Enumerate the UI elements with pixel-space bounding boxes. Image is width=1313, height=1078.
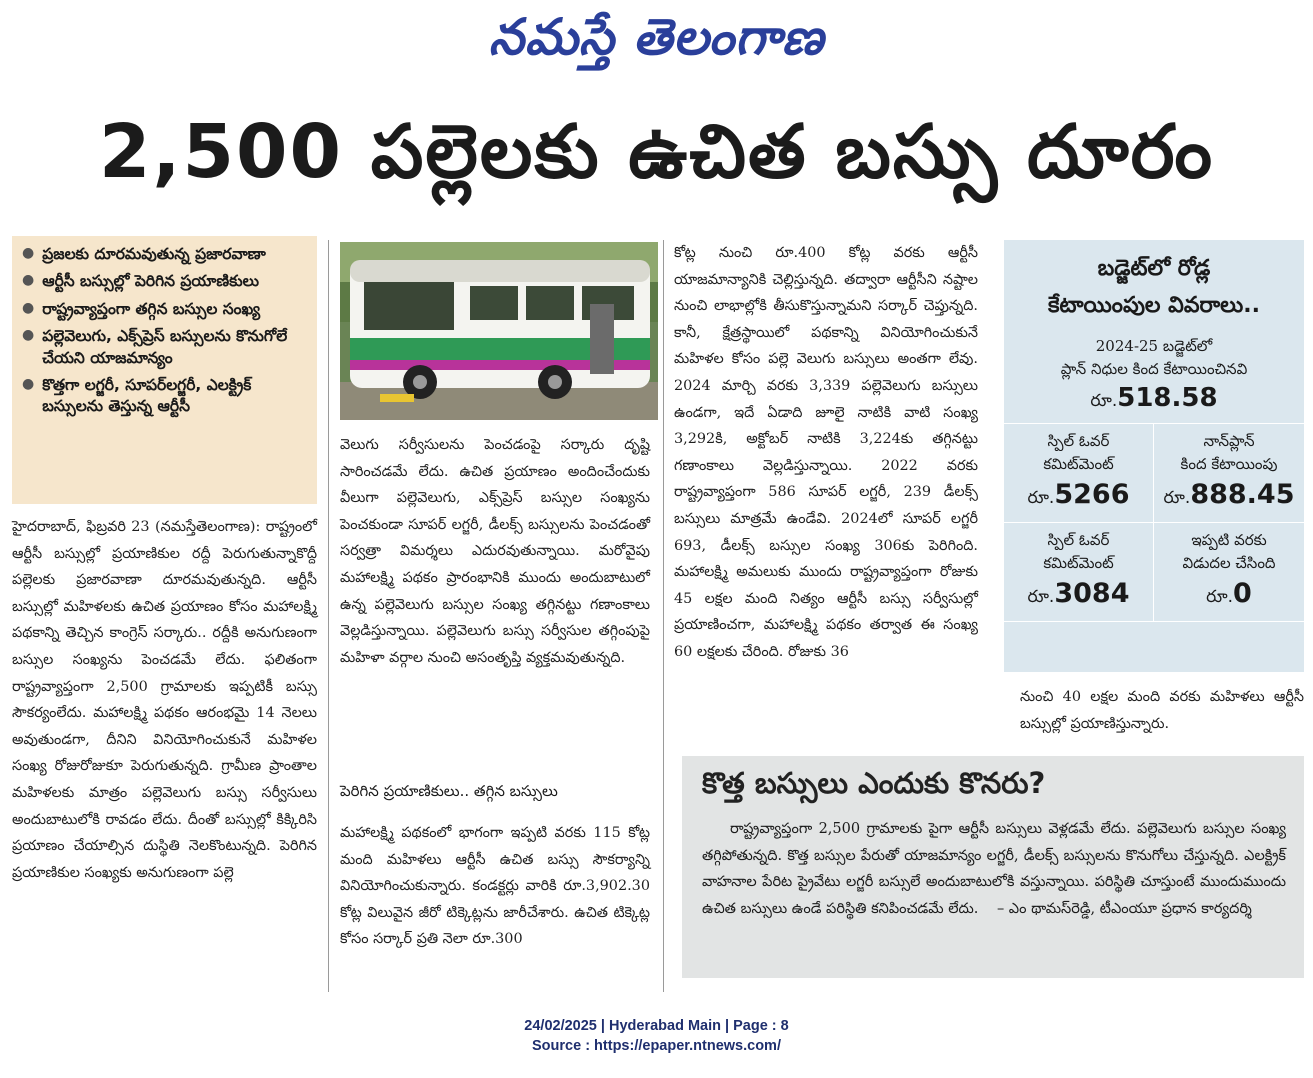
article-column-1 [12, 514, 317, 886]
article-paragraph: మహాలక్ష్మి పథకంలో భాగంగా ఇప్పటి వరకు 115 కోట్ల మంది మహిళలు ఆర్టీసీ ఉచిత బస్సు సౌకర్యాన్ని వినియోగించుకున్నారు. కండక్టర్లు వారికి రూ.3,902.30 కోట్ల విలువైన జీరో టిక్కెట్లను జారీచేశారు. ఉచిత టిక్కెట్ల కోసం సర్కార్ ప్రతి నెలా రూ.300 [340, 825, 650, 948]
budget-title-line: బడ్జెట్‌లో రోడ్ల [1097, 256, 1211, 281]
highlight-item [22, 375, 311, 418]
amount-value: 5266 [1054, 479, 1130, 511]
quote-attribution: – ఎం థామస్‌రెడ్డి, టీఎంయూ ప్రధాన కార్యదర్శి [996, 900, 1252, 917]
bullet-icon: ● [22, 327, 35, 344]
highlight-text: ఆర్టీసీ బస్సుల్లో పెరిగిన ప్రయాణికులు [42, 272, 259, 291]
highlights-box [12, 236, 317, 504]
bullet-icon: ● [22, 299, 35, 316]
bullet-icon: ● [22, 245, 35, 261]
cell-label: విడుదల చేసింది [1182, 553, 1276, 572]
article-paragraph: వెలుగు సర్వీసులను పెంచడంపై సర్కారు దృష్టి సారించడమే లేదు. ఉచిత ప్రయాణం అందించేందుకు వీలుగా పల్లెవెలుగు, ఎక్స్‌ప్రెస్ బస్సుల సంఖ్యను పెంచకుండా సూపర్ లగ్జరీ, డీలక్స్ బస్సులను పెంచడంతో సర్వత్రా విమర్శలు ఎదురవుతున్నాయి. మరోవైపు మహాలక్ష్మి పథకం ప్రారంభానికి ముందు అందుబాటులో ఉన్న పల్లెవెలుగు బస్సుల సంఖ్య తగ్గినట్టు గణాంకాలు వెల్లడిస్తున్నాయి. పల్లెవెలుగు బస్సు సర్వీసుల తగ్గింపుపై మహిళా వర్గాల నుంచి అసంతృప్తి వ్యక్తమవుతున్నది. [340, 437, 650, 666]
highlight-text: కొత్తగా లగ్జరీ, సూపర్‌లగ్జరీ, ఎలక్ట్రిక్ బస్సులను తెస్తున్న ఆర్టీసీ [42, 375, 252, 416]
budget-main-amount [1004, 383, 1304, 415]
cell-amount [1008, 578, 1149, 611]
cell-amount [1158, 578, 1300, 611]
amount-value: 3084 [1054, 578, 1130, 610]
headline: 2,500 పల్లెలకు ఉచిత బస్సు దూరం [98, 109, 1215, 195]
edition-info: 24/02/2025 | Hyderabad Main | Page : 8 [524, 1018, 789, 1034]
budget-title [1004, 240, 1304, 325]
bus-photo [340, 242, 658, 420]
column-divider [663, 240, 664, 992]
bullet-icon: ● [22, 375, 35, 392]
article-column-2-continued [340, 820, 650, 953]
amount-value: 888.45 [1190, 479, 1295, 511]
cell-label: కమిట్‌మెంట్ [1043, 553, 1114, 572]
article-paragraph: నుంచి 40 లక్షల మంది వరకు మహిళలు ఆర్టీసీ బస్సుల్లో ప్రయాణిస్తున్నారు. [1020, 689, 1304, 732]
cell-amount [1158, 479, 1300, 512]
highlight-item [22, 299, 311, 320]
budget-subtitle-line: 2024-25 బడ్జెట్‌లో [1095, 336, 1213, 355]
quote-box [682, 756, 1304, 978]
budget-cell [1004, 523, 1154, 622]
budget-subtitle-line: ప్లాన్ నిధుల కింద కేటాయించినవి [1060, 360, 1248, 379]
highlight-item [22, 271, 311, 292]
currency-prefix: రూ. [1163, 488, 1191, 509]
highlight-item [22, 244, 311, 265]
budget-cell [1004, 424, 1154, 523]
currency-prefix: రూ. [1206, 587, 1234, 608]
quote-body [702, 816, 1286, 922]
budget-cell [1154, 424, 1304, 523]
article-column-2 [340, 432, 650, 671]
bullet-icon: ● [22, 272, 35, 289]
cell-label: కమిట్‌మెంట్ [1043, 454, 1114, 473]
highlight-text: రాష్ట్రవ్యాప్తంగా తగ్గిన బస్సుల సంఖ్య [42, 299, 261, 318]
column-divider [328, 240, 329, 992]
quote-title: కొత్త బస్సులు ఎందుకు కొనరు? [702, 766, 1046, 800]
article-subheading: పెరిగిన ప్రయాణికులు.. తగ్గిన బస్సులు [340, 782, 558, 800]
cell-label: కింద కేటాయింపు [1180, 454, 1278, 473]
budget-grid [1004, 423, 1304, 622]
budget-cell [1154, 523, 1304, 622]
amount-value: 0 [1233, 578, 1252, 610]
currency-prefix: రూ. [1090, 391, 1118, 412]
cell-label: స్పిల్ ఓవర్ [1047, 432, 1110, 451]
article-paragraph: హైదరాబాద్, ఫిబ్రవరి 23 (నమస్తేతెలంగాణ): రాష్ట్రంలో ఆర్టీసీ బస్సుల్లో ప్రయాణికుల రద్దీ పెరుగుతున్నాకొద్దీ పల్లెలకు ప్రజారవాణా దూరమవుతున్నది. ఆర్టీసీ బస్సుల్లో మహిళలకు ఉచిత ప్రయాణం కోసం మహాలక్ష్మి పథకాన్ని తెచ్చిన కాంగ్రెస్ సర్కారు.. రద్దీకి అనుగుణంగా బస్సుల సంఖ్యను పెంచడమే లేదు. ఫలితంగా రాష్ట్రవ్యాప్తంగా 2,500 గ్రామాలకు ఇప్పటికీ బస్సు సౌకర్యంలేదు. మహాలక్ష్మి పథకం ఆరంభమై 14 నెలలు అవుతుండగా, దీనిని వినియోగించుకునే మహిళల సంఖ్య రోజురోజుకూ పెరుగుతున్నది. గ్రామీణ ప్రాంతాల మహిళలకు మాత్రం పల్లెవెలుగు బస్సు సర్వీసులు అందుబాటులోకి రావడం లేదు. దీంతో బస్సుల్లో కిక్కిరిసి ప్రయాణం చేయాల్సిన దుస్థితి నెలకొంటున్నది. పెరిగిన ప్రయాణికుల సంఖ్యకు అనుగుణంగా పల్లె [12, 519, 317, 881]
cell-label: ఇప్పటి వరకు [1191, 531, 1267, 550]
amount-value: 518.58 [1117, 383, 1218, 414]
highlight-text: పల్లెవెలుగు, ఎక్స్‌ప్రెస్ బస్సులను కొనుగోలే చేయని యాజమాన్యం [42, 327, 288, 367]
page-footer [0, 1016, 1313, 1056]
article-column-4 [1020, 684, 1304, 737]
currency-prefix: రూ. [1027, 488, 1055, 509]
currency-prefix: రూ. [1027, 587, 1055, 608]
article-column-3 [674, 240, 978, 666]
source-link[interactable]: Source : https://epaper.ntnews.com/ [532, 1038, 781, 1054]
quote-text: రాష్ట్రవ్యాప్తంగా 2,500 గ్రామాలకు పైగా ఆర్టీసీ బస్సులు వెళ్లడమే లేదు. పల్లెవెలుగు బస్సుల సంఖ్య తగ్గిపోతున్నది. కొత్త బస్సుల పేరుతో యాజమాన్యం లగ్జరీ, డీలక్స్ బస్సులను కొనుగోలు చేస్తున్నది. ఎలక్ట్రిక్ వాహనాల పేరిట ప్రైవేటు లగ్జరీ బస్సులే అందుబాటులోకి వస్తున్నాయి. పరిస్థితి చూస్తుంటే ముందుముందు ఉచిత బస్సులు ఉండే పరిస్థితి కనిపించడమే లేదు. [702, 821, 1286, 917]
cell-label: స్పిల్ ఓవర్ [1047, 531, 1110, 550]
highlight-text: ప్రజలకు దూరమవుతున్న ప్రజారవాణా [42, 245, 266, 263]
budget-subtitle [1004, 335, 1304, 382]
bus-illustration [340, 242, 658, 420]
budget-infobox [1004, 240, 1304, 672]
budget-title-line: కేటాయింపుల వివరాలు.. [1047, 293, 1260, 319]
cell-label: నాన్‌ప్లాన్ [1203, 432, 1255, 451]
newspaper-masthead: నమస్తే తెలంగాణ [488, 8, 825, 66]
cell-amount [1008, 479, 1149, 512]
highlight-item [22, 326, 311, 369]
article-paragraph: కోట్ల నుంచి రూ.400 కోట్ల వరకు ఆర్టీసీ యాజమాన్యానికి చెల్లిస్తున్నది. తద్వారా ఆర్టీసీని నష్టాల నుంచి లాభాల్లోకి తీసుకొస్తున్నామని సర్కార్ చెప్తున్నది. కానీ, క్షేత్రస్థాయిలో పథకాన్ని వినియోగించుకునే మహిళల కోసం పల్లె వెలుగు బస్సులు అంతగా లేవు. 2024 మార్చి వరకు 3,339 పల్లెవెలుగు బస్సులు ఉండగా, ఇదే ఏడాది జూలై నాటికి వాటి సంఖ్య 3,292కి, అక్టోబర్ నాటికి 3,224కు తగ్గినట్టు గణాంకాలు వెల్లడిస్తున్నాయి. 2022 వరకు రాష్ట్రవ్యాప్తంగా 586 సూపర్ లగ్జరీ, 239 డీలక్స్ బస్సులు మాత్రమే ఉండేవి. 2024లో సూపర్ లగ్జరీ 693, డీలక్స్ బస్సుల సంఖ్య 306కు పెరిగింది. మహాలక్ష్మి అమలుకు ముందు రాష్ట్రవ్యాప్తంగా రోజుకు 45 లక్షల మంది నిత్యం ఆర్టీసీ బస్సు సర్వీసుల్లో ప్రయాణించగా, మహాలక్ష్మి పథకం తర్వాత ఈ సంఖ్య 60 లక్షలకు చేరింది. రోజుకు 36 [674, 245, 978, 660]
